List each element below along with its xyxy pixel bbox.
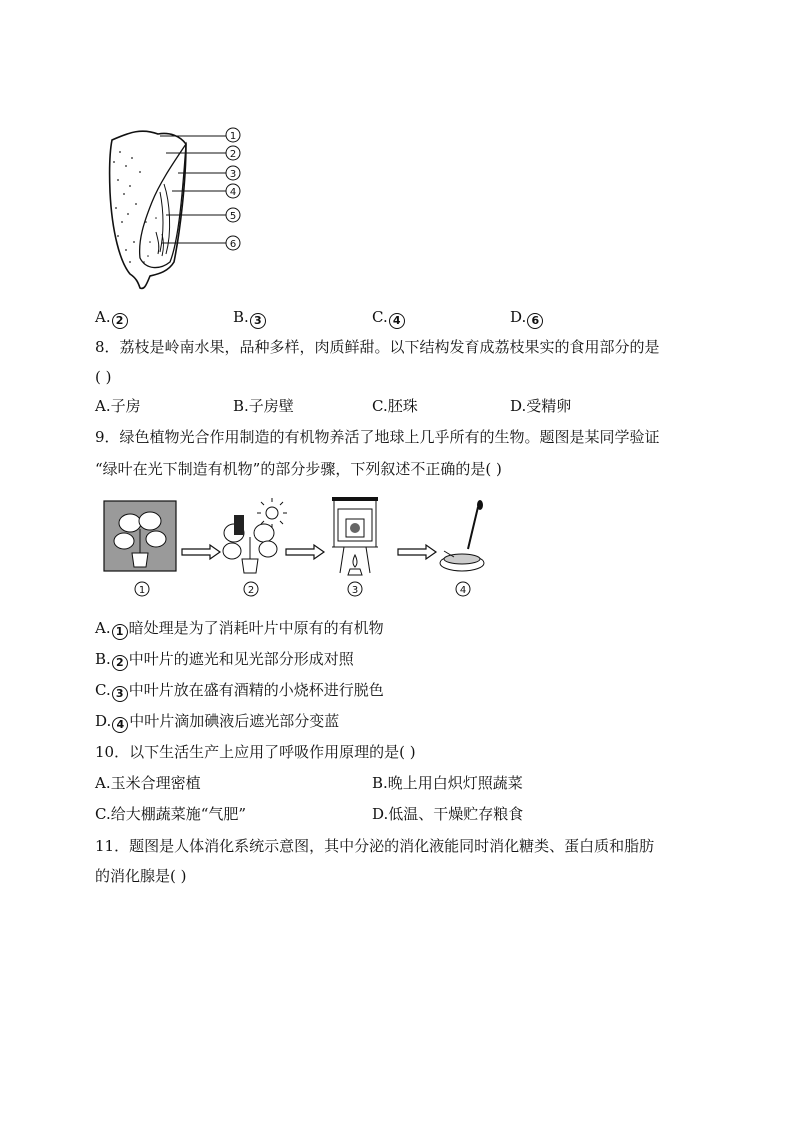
circled-number: 2: [112, 313, 128, 329]
option-text: 中叶片放在盛有酒精的小烧杯进行脱色: [128, 681, 384, 699]
q9-option-c[interactable]: [95, 680, 384, 702]
seed-label-5: 5: [229, 211, 237, 222]
q8-option-b[interactable]: B.子房壁: [233, 397, 294, 415]
seed-label-3: 3: [229, 169, 237, 180]
q9-stem-line2: “绿叶在光下制造有机物”的部分步骤，下列叙述不正确的是( ): [95, 460, 502, 478]
q10-option-b[interactable]: B.晚上用白炽灯照蔬菜: [372, 774, 523, 792]
option-letter: B.: [95, 650, 111, 668]
q10-stem: 10．以下生活生产上应用了呼吸作用原理的是( ): [95, 743, 416, 761]
q10-option-c[interactable]: C.给大棚蔬菜施“气肥”: [95, 805, 247, 823]
option-letter: A.: [95, 619, 111, 637]
seed-label-6: 6: [229, 239, 237, 250]
circled-number: 1: [112, 624, 128, 640]
circled-number: 3: [112, 686, 128, 702]
step-label-1: 1: [138, 585, 146, 596]
circled-number: 4: [389, 313, 405, 329]
photosynthesis-steps-figure: [100, 493, 500, 601]
q9-option-d[interactable]: [95, 711, 339, 733]
q8-stem-line2: ( ): [95, 368, 112, 386]
seed-diagram: [100, 122, 260, 294]
q7-option-a[interactable]: [95, 307, 129, 329]
q9-stem-line1: 9．绿色植物光合作用制造的有机物养活了地球上几乎所有的生物。题图是某同学验证: [95, 428, 660, 446]
q8-option-d[interactable]: D.受精卵: [510, 397, 572, 415]
circled-number: 6: [527, 313, 543, 329]
option-letter: D.: [95, 712, 112, 730]
q10-option-a[interactable]: A.玉米合理密植: [95, 774, 201, 792]
q9-option-a[interactable]: [95, 618, 384, 640]
option-text: 中叶片的遮光和见光部分形成对照: [128, 650, 354, 668]
option-letter: C.: [95, 681, 111, 699]
q10-option-d[interactable]: D.低温、干燥贮存粮食: [372, 805, 524, 823]
seed-label-1: 1: [229, 131, 237, 142]
q8-stem-line1: 8．荔枝是岭南水果，品种多样，肉质鲜甜。以下结构发育成荔枝果实的食用部分的是: [95, 338, 660, 356]
seed-label-2: 2: [229, 149, 237, 160]
q9-option-b[interactable]: [95, 649, 354, 671]
option-text: 中叶片滴加碘液后遮光部分变蓝: [129, 712, 340, 730]
step-label-2: 2: [247, 585, 255, 596]
q11-stem-line1: 11．题图是人体消化系统示意图，其中分泌的消化液能同时消化糖类、蛋白质和脂肪: [95, 837, 655, 855]
option-letter: B.: [233, 308, 249, 326]
step-label-3: 3: [351, 585, 359, 596]
option-letter: D.: [510, 308, 527, 326]
q7-option-d[interactable]: [510, 307, 544, 329]
circled-number: 4: [112, 717, 128, 733]
circled-number: 3: [250, 313, 266, 329]
q8-option-a[interactable]: A.子房: [95, 397, 141, 415]
q8-option-c[interactable]: C.胚珠: [372, 397, 418, 415]
q7-option-b[interactable]: [233, 307, 267, 329]
circled-number: 2: [112, 655, 128, 671]
option-letter: A.: [95, 308, 111, 326]
q11-stem-line2: 的消化腺是( ): [95, 867, 187, 885]
step-label-4: 4: [459, 585, 467, 596]
q7-option-c[interactable]: [372, 307, 406, 329]
option-letter: C.: [372, 308, 388, 326]
option-text: 暗处理是为了消耗叶片中原有的有机物: [128, 619, 384, 637]
seed-label-4: 4: [229, 187, 237, 198]
